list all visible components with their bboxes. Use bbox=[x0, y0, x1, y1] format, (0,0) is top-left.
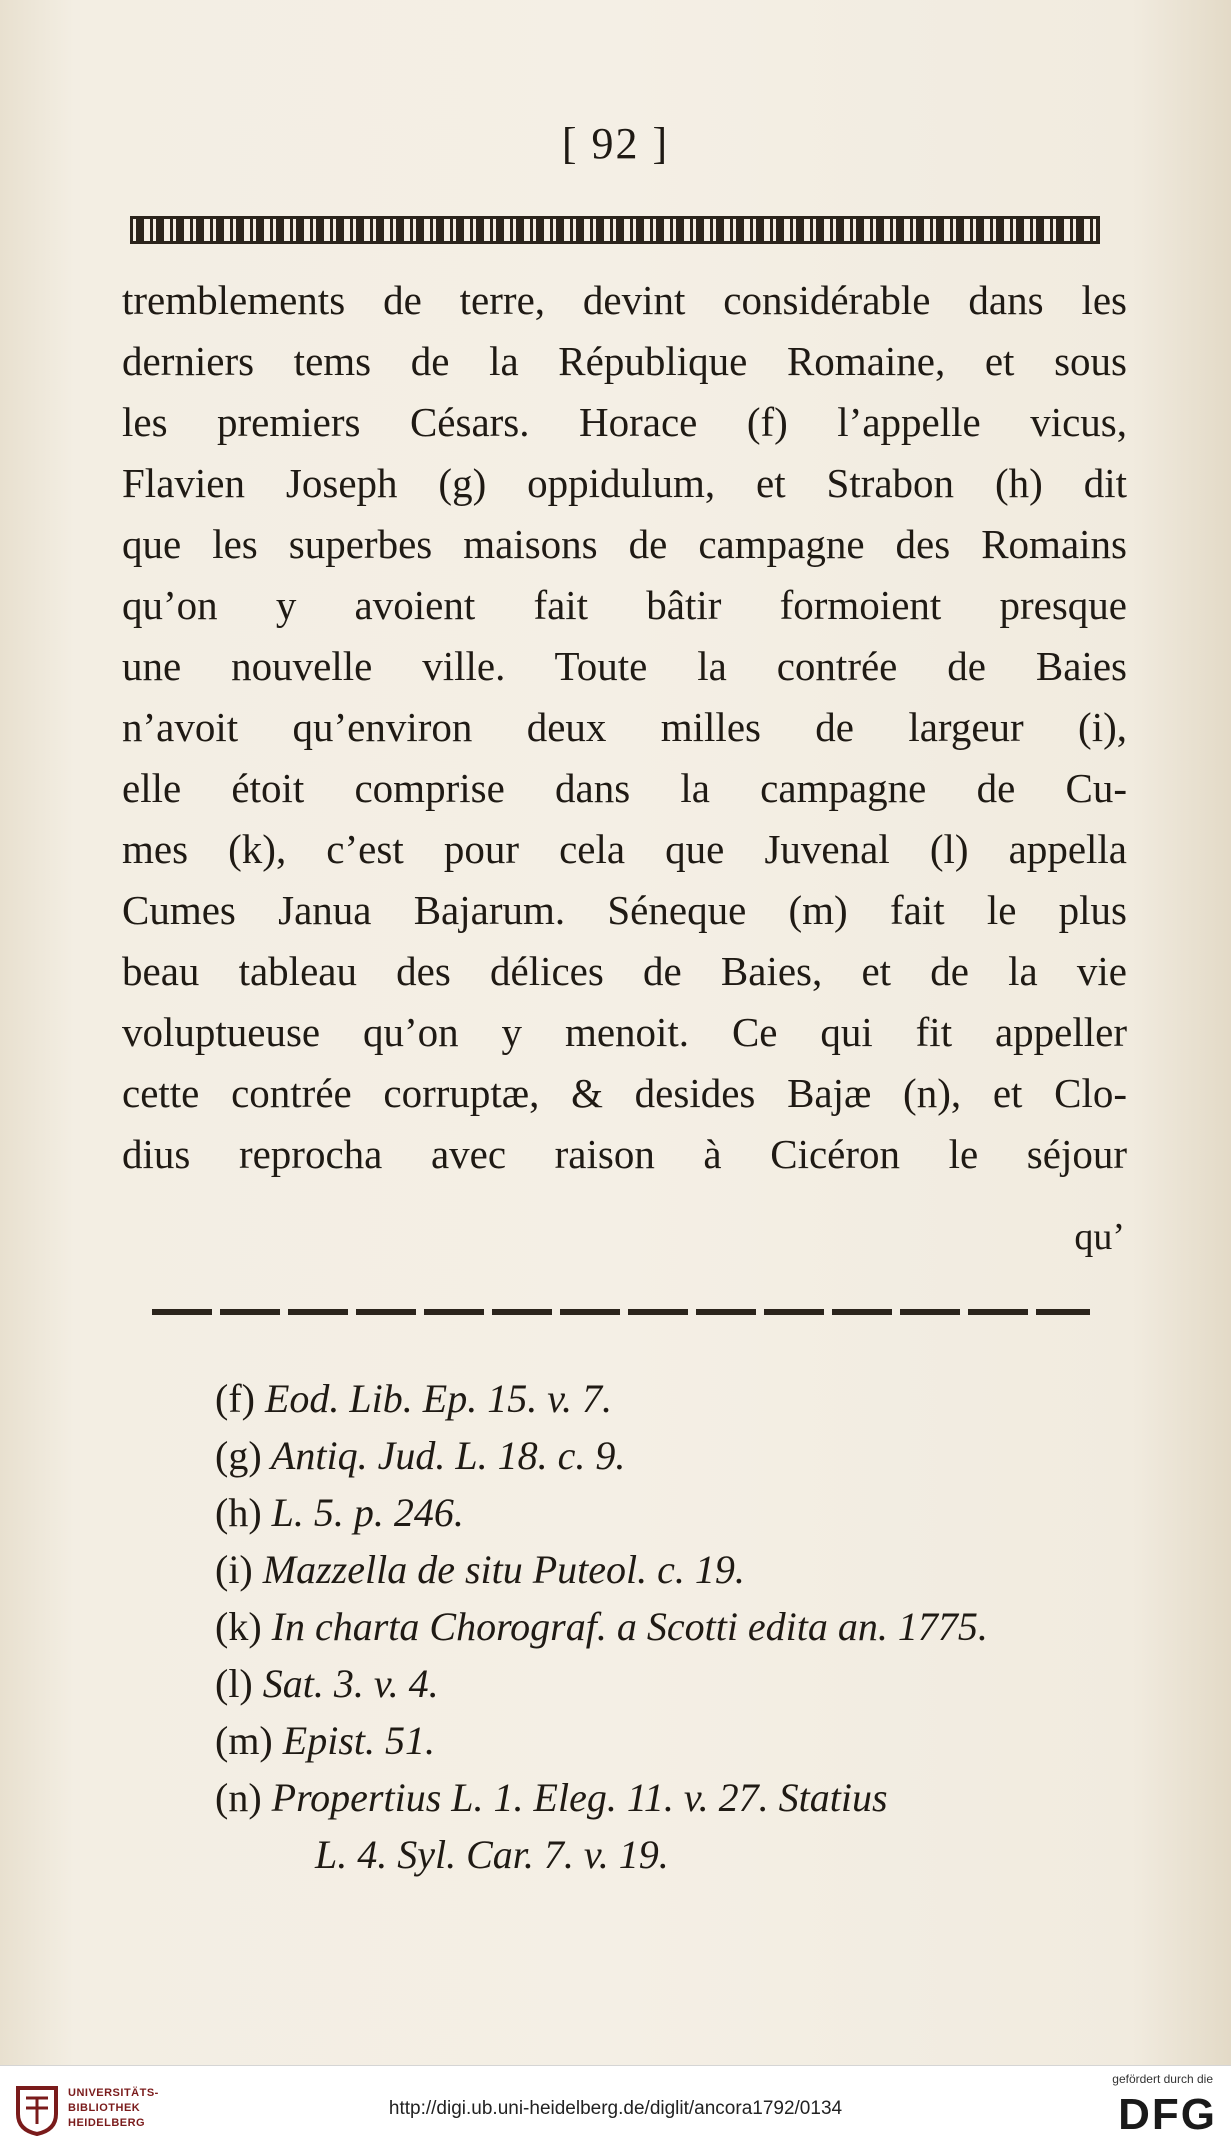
text-line: tremblements de terre, devint considérable dans les bbox=[122, 277, 1127, 323]
text-line: une nouvelle ville. Toute la contrée de Baies bbox=[122, 643, 1127, 689]
text-line: Cumes Janua Bajarum. Séneque (m) fait le plus bbox=[122, 887, 1127, 933]
footnote-tag: (k) bbox=[215, 1604, 262, 1649]
footnote-tag: (h) bbox=[215, 1490, 262, 1535]
body-text bbox=[122, 270, 1127, 1185]
text-line: elle étoit comprise dans la campagne de Cu- bbox=[122, 765, 1127, 811]
ornamental-rule bbox=[130, 216, 1100, 244]
page-number-header: [ 92 ] bbox=[561, 119, 670, 168]
footnote-text: Mazzella de situ Puteol. c. 19. bbox=[262, 1547, 745, 1592]
footnote bbox=[215, 1541, 1145, 1598]
footnote bbox=[215, 1427, 1145, 1484]
footnote bbox=[215, 1598, 1145, 1655]
footnote bbox=[215, 1484, 1145, 1541]
funded-by-label: gefördert durch die bbox=[1112, 2072, 1213, 2086]
footnote-tag: (g) bbox=[215, 1433, 262, 1478]
catchword: qu’ bbox=[1074, 1216, 1125, 1258]
institution-line: UNIVERSITÄTS- bbox=[68, 2087, 159, 2099]
footnote-text: Sat. 3. v. 4. bbox=[262, 1661, 439, 1706]
footnote bbox=[215, 1655, 1145, 1712]
footnote-rule bbox=[152, 1309, 1090, 1315]
text-line: qu’on y avoient fait bâtir formoient presque bbox=[122, 582, 1127, 628]
footnote-continuation bbox=[215, 1826, 1145, 1883]
footnote bbox=[215, 1370, 1145, 1427]
footnote bbox=[215, 1712, 1145, 1769]
footnote-text: In charta Chorograf. a Scotti edita an. 1775. bbox=[271, 1604, 988, 1649]
text-line: dius reprocha avec raison à Cicéron le séjour bbox=[122, 1131, 1127, 1177]
footnote-tag: (i) bbox=[215, 1547, 253, 1592]
text-line: Flavien Joseph (g) oppidulum, et Strabon (h) dit bbox=[122, 460, 1127, 506]
footnote-text: L. 5. p. 246. bbox=[271, 1490, 464, 1535]
footnote-text: Antiq. Jud. L. 18. c. 9. bbox=[270, 1433, 626, 1478]
text-line: n’avoit qu’environ deux milles de largeur (i), bbox=[122, 704, 1127, 750]
text-line: derniers tems de la République Romaine, et sous bbox=[122, 338, 1127, 384]
footnote-tag: (f) bbox=[215, 1376, 255, 1421]
text-line: les premiers Césars. Horace (f) l’appelle vicus, bbox=[122, 399, 1127, 445]
footnote bbox=[215, 1769, 1145, 1826]
footnote-tag: (m) bbox=[215, 1718, 273, 1763]
institution-line: BIBLIOTHEK bbox=[68, 2102, 141, 2114]
text-line: cette contrée corruptæ, & desides Bajæ (n), et Clo- bbox=[122, 1070, 1127, 1116]
footnotes bbox=[215, 1370, 1145, 1883]
dfg-logo: DFG bbox=[1118, 2090, 1217, 2139]
footnote-tag: (n) bbox=[215, 1775, 262, 1820]
permalink[interactable]: http://digi.ub.uni-heidelberg.de/diglit/ancora1792/0134 bbox=[388, 2098, 843, 2119]
text-line: mes (k), c’est pour cela que Juvenal (l) appella bbox=[122, 826, 1127, 872]
text-line: que les superbes maisons de campagne des Romains bbox=[122, 521, 1127, 567]
footnote-text: Epist. 51. bbox=[282, 1718, 435, 1763]
footnote-text: Eod. Lib. Ep. 15. v. 7. bbox=[264, 1376, 612, 1421]
text-line: voluptueuse qu’on y menoit. Ce qui fit appeller bbox=[122, 1009, 1127, 1055]
footnote-text: L. 4. Syl. Car. 7. v. 19. bbox=[315, 1832, 669, 1877]
institution-line: HEIDELBERG bbox=[68, 2117, 146, 2129]
viewer-footer bbox=[0, 2065, 1231, 2154]
footnote-tag: (l) bbox=[215, 1661, 253, 1706]
text-line: beau tableau des délices de Baies, et de la vie bbox=[122, 948, 1127, 994]
footnote-text: Propertius L. 1. Eleg. 11. v. 27. Statius bbox=[271, 1775, 888, 1820]
